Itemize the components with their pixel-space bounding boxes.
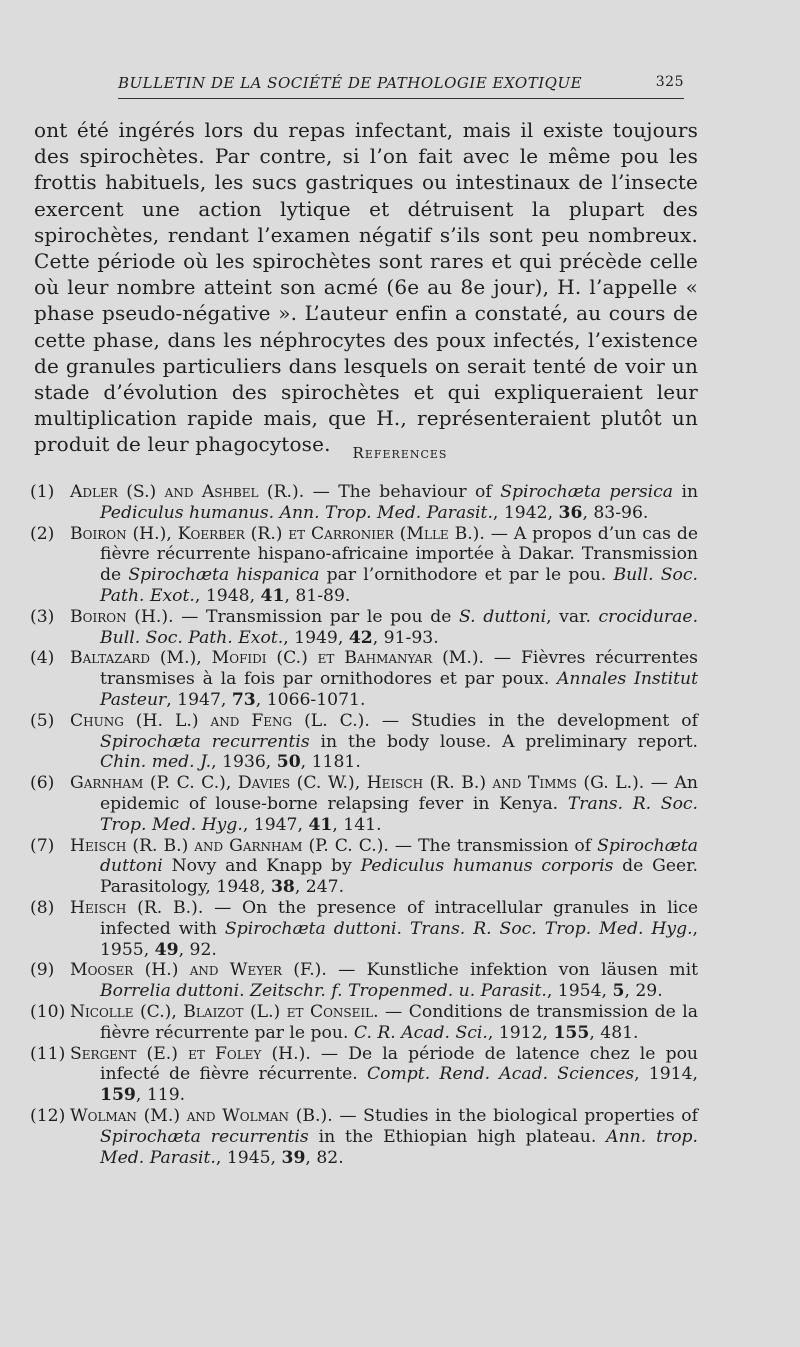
reference-text <box>70 773 699 835</box>
reference-authors: Nicolle (C.), Blaizot (L.) et Conseil. <box>70 1001 379 1022</box>
reference-title-rest: par l’ornithodore et par le pou. <box>319 565 614 586</box>
reference-text <box>70 710 698 773</box>
reference-volume: 36 <box>558 502 583 523</box>
reference-title-rest: . <box>396 918 410 939</box>
references-list <box>30 482 698 1168</box>
reference-number: (1) <box>30 482 55 502</box>
reference-journal: Pediculus humanus corporis <box>360 856 614 877</box>
reference-year: , 1955, <box>100 918 699 960</box>
reference-title: — On the presence of intracellular granules in lice infected with <box>100 897 698 939</box>
reference-number: (5) <box>30 710 55 731</box>
reference-title: — Fièvres récurrentes transmises à la fois par ornithodores et par poux. <box>100 648 699 690</box>
reference-title-rest: in the Ethiopian high plateau. <box>308 1126 607 1147</box>
reference-text <box>70 523 698 607</box>
reference-number: (3) <box>30 606 55 627</box>
reference-volume: 41 <box>260 585 285 606</box>
reference-text <box>70 648 699 710</box>
reference-number: (2) <box>30 523 55 544</box>
reference-authors: Heisch (R. B.) and Garnham (P. C. C.). <box>70 835 389 856</box>
reference-volume: 49 <box>154 939 179 960</box>
reference-year: , 1936, <box>211 752 277 773</box>
body-paragraph <box>34 117 698 458</box>
reference-volume: 39 <box>281 1147 306 1168</box>
reference-title: — A propos d’un cas de fièvre récurrente hispano-africaine importée à Dakar. Transmission de <box>100 523 698 586</box>
reference-title-rest: in <box>673 482 699 502</box>
reference-year: , 1912, <box>487 1022 554 1043</box>
reference-journal: Pediculus humanus. Ann. Trop. Med. Parasit. <box>100 502 493 523</box>
reference-text <box>70 1043 699 1106</box>
reference-text <box>70 1001 698 1044</box>
reference-volume: 38 <box>270 877 295 898</box>
reference-title: — Transmission par le pou de <box>173 606 460 627</box>
reference-number: (9) <box>30 960 55 981</box>
reference-title: — The behaviour of <box>304 482 501 502</box>
reference-journal: crocidurae. Bull. Soc. Path. Exot. <box>100 606 699 648</box>
reference-item <box>30 836 698 898</box>
reference-year: , 1948, <box>194 585 261 606</box>
reference-species: Spirochæta recurrentis <box>100 1126 309 1147</box>
reference-volume: 155 <box>553 1022 590 1043</box>
reference-authors: Boiron (H.), Koerber (R.) et Carronier (Mlle B.). <box>70 523 485 544</box>
reference-number: (8) <box>30 897 55 918</box>
reference-pages: , 1066-1071. <box>255 689 366 710</box>
reference-pages: , 83-96. <box>582 502 649 523</box>
reference-item <box>30 1106 698 1168</box>
reference-number: (7) <box>30 835 55 856</box>
reference-title: — The transmission of <box>388 835 598 856</box>
reference-volume: 5 <box>612 981 625 1002</box>
reference-volume: 159 <box>100 1085 136 1106</box>
reference-title: — De la période de latence chez le pou infecté de fièvre récurrente. <box>100 1043 699 1085</box>
references-heading: References <box>352 444 448 462</box>
reference-item <box>30 1002 698 1044</box>
reference-journal: Zeitschr. f. Tropenmed. u. Parasit. <box>250 981 547 1002</box>
reference-species: Spirochæta duttoni <box>224 918 397 939</box>
reference-journal: Bull. Soc. Path. Exot. <box>100 565 698 606</box>
reference-authors: Mooser (H.) and Weyer (F.). <box>70 960 327 981</box>
paragraph-text: ont été ingérés lors du repas infectant, mais il existe toujours des spirochètes. Par contre, si l’on fait avec le même pou les frottis habituels, les sucs gastriques ou intestinaux de l’insecte exercent une action lytique et détruisent la plupart des spirochètes, rendant l’examen négatif s’ils sont peu nombreux. Cette période où les spirochètes sont rares et qui précède celle où leur nombre atteint son acmé (6e au 8e jour), H. l’appelle « phase pseudo-négative ». L’auteur enfin a constaté, au cours de cette phase, dans les néphrocytes des poux infectés, l’existence de granules particuliers dans lesquels on serait tenté de voir un stade d’évolution des spirochètes et qui expliqueraient leur multiplication rapide mais, que H., représenteraient plutôt un produit de leur phagocytose. <box>34 118 698 457</box>
reference-title-rest: Novy and Knapp by <box>162 856 361 877</box>
reference-volume: 41 <box>308 814 333 835</box>
reference-authors: Heisch (R. B.). <box>70 897 204 918</box>
reference-title: — Studies in the development of <box>369 710 698 731</box>
reference-species: Borrelia duttoni <box>100 981 240 1002</box>
reference-item <box>30 607 698 649</box>
reference-title: — Kunstliche infektion von läusen mit <box>326 960 698 981</box>
reference-title: — Conditions de transmission de la fièvre récurrente par le pou. <box>100 1001 698 1043</box>
reference-volume: 42 <box>348 627 373 648</box>
reference-year: , 1914, <box>634 1064 698 1085</box>
reference-journal: C. R. Acad. Sci. <box>353 1022 488 1043</box>
reference-text <box>70 897 699 960</box>
reference-journal: Chin. med. J. <box>100 752 212 773</box>
reference-year: , 1947, <box>166 689 232 710</box>
reference-species: Spirochæta duttoni <box>100 835 698 877</box>
reference-species: Spirochæta persica <box>500 482 674 502</box>
reference-item <box>30 711 698 773</box>
reference-pages: , 29. <box>624 981 663 1002</box>
reference-year: , 1949, <box>283 627 349 648</box>
reference-authors: Chung (H. L.) and Feng (L. C.). <box>70 710 370 731</box>
reference-number: (4) <box>30 648 55 669</box>
reference-pages: , 481. <box>589 1022 639 1043</box>
reference-number: (6) <box>30 773 55 794</box>
reference-text <box>70 482 699 524</box>
reference-pages: , 91-93. <box>372 627 439 648</box>
reference-number: (11) <box>30 1043 66 1064</box>
reference-pages: , 247. <box>294 877 345 898</box>
reference-species: Spirochæta hispanica <box>128 565 320 586</box>
reference-pages: , 119. <box>135 1085 186 1106</box>
reference-authors: Adler (S.) and Ashbel (R.). <box>70 482 305 502</box>
reference-authors: Boiron (H.). <box>70 606 174 627</box>
reference-text <box>70 606 699 649</box>
reference-pages: , 141. <box>332 814 382 835</box>
reference-year: de Geer. Parasitology, 1948, <box>100 856 698 898</box>
reference-item <box>30 648 698 710</box>
reference-authors: Baltazard (M.), Mofidi (C.) et Bahmanyar (M.). <box>70 648 485 669</box>
reference-year: , 1947, <box>242 814 309 835</box>
reference-title: — An epidemic of louse-borne relapsing fever in Kenya. <box>100 773 698 814</box>
running-title: BULLETIN DE LA SOCIÉTÉ DE PATHOLOGIE EXOTIQUE <box>118 74 583 92</box>
reference-authors: Garnham (P. C. C.), Davies (C. W.), Heisch (R. B.) and Timms (G. L.). <box>70 773 645 794</box>
reference-authors: Wolman (M.) and Wolman (B.). <box>70 1105 333 1126</box>
reference-journal: Compt. Rend. Acad. Sciences <box>367 1064 635 1085</box>
reference-item <box>30 773 698 835</box>
reference-year: , 1942, <box>492 502 559 523</box>
page-number: 325 <box>655 74 684 90</box>
reference-species: S. duttoni <box>459 606 547 627</box>
reference-volume: 50 <box>276 752 301 773</box>
reference-journal: Trans. R. Soc. Trop. Med. Hyg. <box>100 793 699 835</box>
reference-pages: , 82. <box>305 1147 344 1168</box>
reference-item <box>30 898 698 960</box>
reference-number: (10) <box>30 1001 66 1022</box>
reference-journal: Trans. R. Soc. Trop. Med. Hyg. <box>409 918 693 939</box>
reference-pages: , 1181. <box>300 752 361 773</box>
reference-text <box>70 835 698 898</box>
reference-item <box>30 524 698 607</box>
reference-title-rest: in the body louse. A preliminary report. <box>309 731 698 752</box>
reference-species: Spirochæta recurrentis <box>100 731 310 752</box>
reference-text <box>70 960 698 1002</box>
reference-authors: Sergent (E.) et Foley (H.). <box>70 1043 311 1064</box>
reference-year: , 1945, <box>215 1147 282 1168</box>
reference-text <box>70 1105 699 1168</box>
reference-title-rest: , var. <box>546 606 599 627</box>
reference-journal: Ann. trop. Med. Parasit. <box>100 1126 699 1168</box>
reference-title-rest: . <box>239 981 251 1002</box>
reference-year: , 1954, <box>546 981 613 1002</box>
reference-journal: Annales Institut Pasteur <box>100 669 698 710</box>
reference-pages: , 92. <box>178 939 217 960</box>
reference-title: — Studies in the biological properties of <box>332 1105 698 1126</box>
reference-number: (12) <box>30 1105 66 1126</box>
reference-item <box>30 960 698 1002</box>
reference-volume: 73 <box>231 689 256 710</box>
reference-item <box>30 482 698 524</box>
reference-pages: , 81-89. <box>284 585 351 606</box>
reference-item <box>30 1044 698 1106</box>
running-header <box>118 70 684 99</box>
